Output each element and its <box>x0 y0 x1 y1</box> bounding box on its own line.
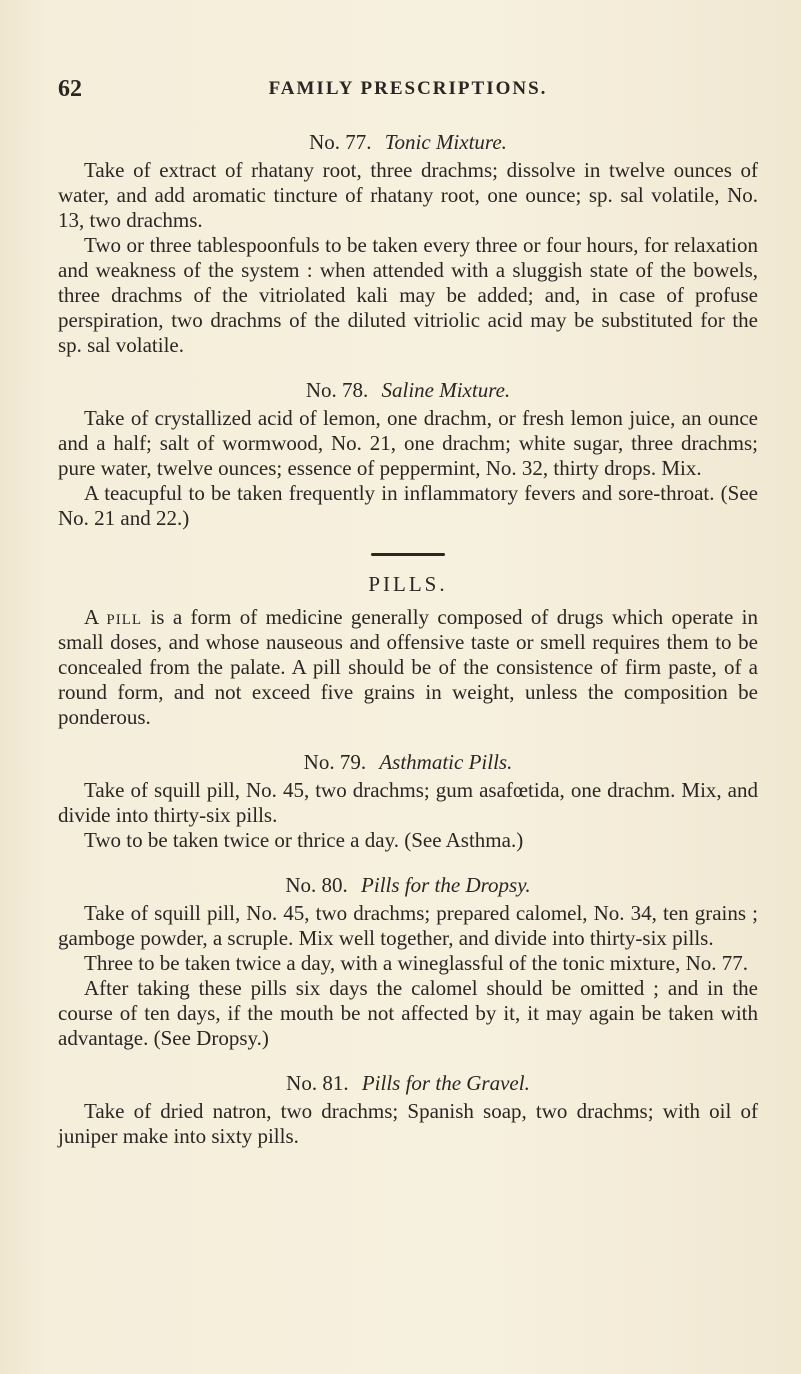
recipe-title: Pills for the Gravel. <box>361 1071 530 1095</box>
section-divider <box>371 553 445 556</box>
recipe-number: No. 81. <box>286 1071 349 1095</box>
intro-term: pill <box>106 605 143 629</box>
recipe-78-directions: A teacupful to be taken frequently in inflammatory fevers and sore-throat. (See No. 21 and 22.) <box>58 481 758 530</box>
recipe-77-directions: Two or three tablespoonfuls to be taken every three or four hours, for relaxation and weakness of the system : when attended with a sluggish state of the bowels, three drachms of the vitriolated kali may be added; and, in case of profuse perspiration, two drachms of the diluted vitriolic acid may be substituted for the sp. sal volatile. <box>58 233 758 357</box>
recipe-number: No. 77. <box>309 130 372 154</box>
recipe-77-ingredients: Take of extract of rhatany root, three drachms; dissolve in twelve ounces of water, and add aromatic tincture of rhatany root, one ounce; sp. sal volatile, No. 13, two drachms. <box>58 158 758 232</box>
section-title-pills: PILLS. <box>368 572 448 596</box>
recipe-title: Asthmatic Pills. <box>379 750 513 774</box>
intro-initial: A <box>84 605 99 629</box>
recipe-title: Saline Mixture. <box>381 378 511 402</box>
pills-introduction <box>58 605 758 730</box>
recipe-heading-79 <box>58 748 758 776</box>
recipe-number: No. 78. <box>305 378 369 402</box>
recipe-78-ingredients: Take of crystallized acid of lemon, one drachm, or fresh lemon juice, an ounce and a half; salt of wormwood, No. 21, one drachm; white sugar, three drachms; pure water, twelve ounces; essence of peppermint, No. 32, thirty drops. Mix. <box>58 406 758 480</box>
recipe-80-ingredients: Take of squill pill, No. 45, two drachms; prepared calomel, No. 34, ten grains ; gamboge powder, a scruple. Mix well together, and divide into thirty-six pills. <box>58 901 758 950</box>
recipe-80-directions: Three to be taken twice a day, with a wineglassful of the tonic mixture, No. 77. <box>84 951 749 975</box>
running-title: FAMILY PRESCRIPTIONS. <box>268 78 548 99</box>
recipe-number: No. 80. <box>285 873 348 897</box>
recipe-79-ingredients: Take of squill pill, No. 45, two drachms; gum asafœtida, one drachm. Mix, and divide into thirty-six pills. <box>58 778 758 827</box>
intro-text: is a form of medicine generally composed of drugs which operate in small doses, and whose nauseous and offensive taste or smell requires them to be concealed from the palate. A pill should be of the consistence of firm paste, of a round form, and not exceed five grains in weight, unless the composition be ponderous. <box>58 605 759 729</box>
recipe-81-ingredients: Take of dried natron, two drachms; Spanish soap, two drachms; with oil of juniper make into sixty pills. <box>58 1099 758 1148</box>
recipe-title: Pills for the Dropsy. <box>361 873 531 897</box>
recipe-heading-80 <box>58 871 758 899</box>
recipe-title: Tonic Mixture. <box>384 130 507 154</box>
recipe-80-note: After taking these pills six days the calomel should be omitted ; and in the course of ten days, if the mouth be not affected by it, it may again be taken with advantage. (See Dropsy.) <box>58 976 758 1050</box>
page-number: 62 <box>58 76 82 102</box>
recipe-heading-81 <box>58 1069 758 1097</box>
recipe-79-directions: Two to be taken twice or thrice a day. (See Asthma.) <box>84 828 524 852</box>
recipe-heading-77 <box>58 128 758 156</box>
page-header <box>58 76 758 110</box>
recipe-number: No. 79. <box>303 750 367 774</box>
page-body <box>58 120 758 1149</box>
recipe-heading-78 <box>58 376 758 404</box>
